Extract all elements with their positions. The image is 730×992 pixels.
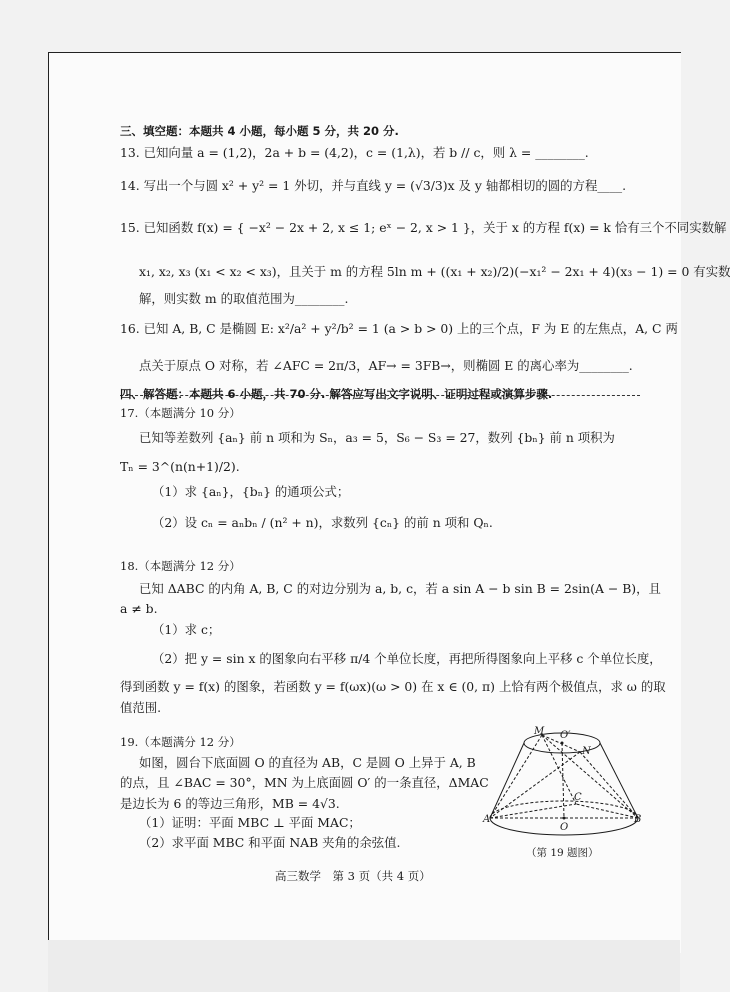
label-B: B [634,814,642,825]
question-19-line-1: 如图，圆台下底面圆 O 的直径为 AB，C 是圆 O 上异于 A, B [139,755,476,770]
question-19-line-2: 的点，且 ∠BAC = 30°，MN 为上底面圆 O′ 的一条直径，ΔMAC [120,775,489,790]
label-C: C [574,792,582,803]
segment-NB [580,752,638,818]
question-18-part-2: （2）把 y = sin x 的图象向右平移 π/4 个单位长度，再把所得图象向上平移 c 个单位长度， [152,651,662,666]
question-17-header: 17.（本题满分 10 分） [120,406,241,420]
figure-caption: （第 19 题图） [526,847,599,859]
question-18-part-1: （1）求 c； [152,622,221,637]
segment-MC [542,735,576,804]
question-16-line-1: 16. 已知 A, B, C 是椭圆 E: x²/a² + y²/b² = 1 (a > b > 0) 上的三个点，F 为 E 的左焦点，A, C 两 [120,321,678,336]
label-O: O [560,822,569,833]
page-bottom-margin [48,940,680,992]
segment-BC [576,804,638,818]
point-O [563,817,566,820]
question-17-line-1: 已知等差数列 {aₙ} 前 n 项和为 Sₙ，a₃ = 5，S₆ − S₃ = 27，数列 {bₙ} 前 n 项积为 [139,430,615,445]
question-18-line-3: 得到函数 y = f(x) 的图象，若函数 y = f(ωx)(ω > 0) 在 x ∈ (0, π) 上恰有两个极值点，求 ω 的取 [120,679,666,694]
label-A: A [483,814,491,825]
side-right [600,743,638,818]
segment-AC [490,804,576,818]
question-14: 14. 写出一个与圆 x² + y² = 1 外切，并与直线 y = (√3/3)x 及 y 轴都相切的圆的方程____. [120,178,627,193]
section-4-title: 四、解答题：本题共 6 小题，共 70 分. 解答应写出文字说明、证明过程或演算步骤. [120,387,553,401]
question-15-line-3: 解，则实数 m 的取值范围为________. [139,291,349,306]
label-M: M [534,726,545,737]
question-18-line-4: 值范围. [120,700,162,715]
question-15-line-1: 15. 已知函数 f(x) = { −x² − 2x + 2, x ≤ 1; eˣ − 2, x > 1 }，关于 x 的方程 f(x) = k 恰有三个不同实数解 [120,220,727,235]
frustum-figure [484,726,644,866]
question-19-part-1: （1）证明：平面 MBC ⊥ 平面 MAC； [139,815,361,830]
label-N: N [582,746,591,757]
question-17-line-2: Tₙ = 3^(n(n+1)/2). [120,459,240,474]
point-O-prime [561,742,564,745]
question-18-header: 18.（本题满分 12 分） [120,559,241,573]
question-16-line-2: 点关于原点 O 对称，若 ∠AFC = 2π/3，AF→ = 3FB→，则椭圆 E 的离心率为________. [139,358,633,373]
question-19-header: 19.（本题满分 12 分） [120,735,241,749]
question-19-part-2: （2）求平面 MBC 和平面 NAB 夹角的余弦值. [139,835,401,850]
question-15-line-2: x₁, x₂, x₃ (x₁ < x₂ < x₃)，且关于 m 的方程 5ln m + ((x₁ + x₂)/2)(−x₁² − 2x₁ + 4)(x₃ − 1) = 0 有实数 [139,264,730,279]
question-17-part-1: （1）求 {aₙ}，{bₙ} 的通项公式； [152,484,350,499]
question-19-line-3: 是边长为 6 的等边三角形，MB = 4√3. [120,796,340,811]
question-18-line-2: a ≠ b. [120,601,158,616]
question-17-part-2: （2）设 cₙ = aₙbₙ / (n² + n)，求数列 {cₙ} 的前 n 项和 Qₙ. [152,515,493,530]
question-13: 13. 已知向量 a = (1,2)，2a + b = (4,2)，c = (1,λ)，若 b // c，则 λ = ________. [120,145,589,160]
label-O-prime: O′ [560,730,571,741]
axis-OO-prime [562,743,564,818]
question-18-line-1: 已知 ΔABC 的内角 A, B, C 的对边分别为 a, b, c，若 a sin A − b sin B = 2sin(A − B)，且 [139,581,661,596]
page-footer: 高三数学 第 3 页（共 4 页） [275,869,431,883]
section-3-title: 三、填空题：本题共 4 小题，每小题 5 分，共 20 分. [120,124,399,138]
